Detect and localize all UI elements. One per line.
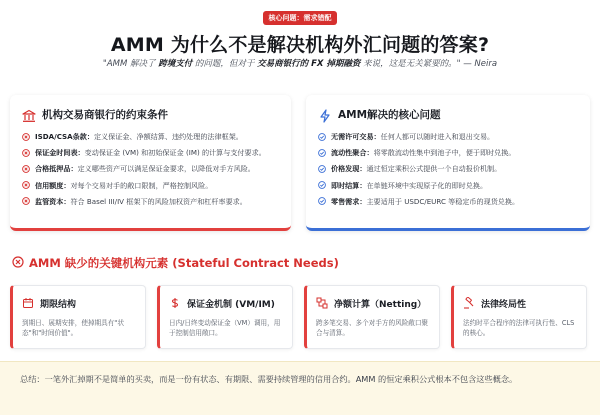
item-text: 任何人都可以随时进入和退出交易。 xyxy=(380,132,495,141)
item-key: 流动性聚合： xyxy=(331,148,374,158)
calendar-icon xyxy=(22,294,34,313)
x-circle-icon xyxy=(22,197,30,205)
list-item xyxy=(22,181,281,190)
card-description: 法约时平合程序的法律可执行性、CLS的核心。 xyxy=(463,319,575,337)
quote-part-2: 的问题，但对于 xyxy=(192,59,258,69)
topic-badge: 核心问题：需求错配 xyxy=(263,11,337,25)
check-circle-icon xyxy=(318,149,326,157)
legal-finality-card xyxy=(451,285,587,349)
item-text: 定义哪些资产可以满足保证金要求，以降低对手方风险。 xyxy=(77,164,255,174)
x-circle-icon xyxy=(22,149,30,157)
card-title: 法律终局性 xyxy=(481,300,527,310)
summary-banner: 总结：一笔外汇掉期不是简单的买卖，而是一份有状态、有期限、需要持续管理的信用合约。AMM 的恒定乘积公式根本不包含这些概念。 xyxy=(0,361,600,415)
item-key: 监管资本： xyxy=(35,196,71,206)
list-item xyxy=(318,181,580,190)
card-description: 到期日、展期安排，使掉期具有"状态"和"时间价值"。 xyxy=(22,319,124,337)
item-text: 通过恒定乘积公式提供一个自动报价机制。 xyxy=(366,164,502,174)
lightning-icon xyxy=(318,108,332,122)
term-structure-card xyxy=(10,285,146,349)
dealer-constraints-header xyxy=(22,107,281,122)
card-title: 保证金机制 (VM/IM) xyxy=(187,300,275,310)
check-circle-icon xyxy=(318,165,326,173)
item-text: 对每个交易对手的敞口限制，严格控制风险。 xyxy=(70,180,213,190)
x-circle-icon xyxy=(12,253,24,272)
list-item xyxy=(22,197,281,206)
item-key: 合格抵押品： xyxy=(35,164,78,174)
card-title: 期限结构 xyxy=(40,300,77,310)
check-circle-icon xyxy=(318,133,326,141)
amm-solves-list xyxy=(318,132,580,206)
netting-card xyxy=(304,285,440,349)
bank-icon xyxy=(22,108,36,122)
netting-icon xyxy=(316,294,328,313)
page-title: AMM 为什么不是解决机构外汇问题的答案? xyxy=(110,34,490,56)
check-circle-icon xyxy=(318,181,326,189)
card-title: 净额计算（Netting） xyxy=(334,300,427,310)
list-item xyxy=(22,132,281,141)
margin-mechanism-card xyxy=(157,285,293,349)
list-item xyxy=(318,164,580,173)
list-item xyxy=(318,132,580,141)
card-description: 跨多笔交易、多个对手方的风险敞口聚合与清算。 xyxy=(316,319,429,337)
amm-solves-header xyxy=(318,107,580,122)
amm-solves-title: AMM解决的核心问题 xyxy=(338,109,441,121)
list-item xyxy=(318,197,580,206)
x-circle-icon xyxy=(22,181,30,189)
dealer-constraints-card xyxy=(10,95,291,231)
item-text: 变动保证金 (VM) 和初始保证金 (IM) 的计算与支付要求。 xyxy=(84,148,266,158)
gavel-icon xyxy=(463,294,475,313)
list-item xyxy=(318,148,580,157)
dealer-constraints-title: 机构交易商银行的约束条件 xyxy=(42,109,168,121)
item-key: 价格发现： xyxy=(331,164,367,174)
list-item xyxy=(22,164,281,173)
card-description: 日内/日终变动保证金（VM）调用，用于控制信用敞口。 xyxy=(169,319,281,337)
item-text: 在单链环境中实现原子化的即时兑换。 xyxy=(366,180,488,190)
quote-part-3: 来说，这是无关紧要的。" — Neira xyxy=(360,59,498,69)
x-circle-icon xyxy=(22,165,30,173)
item-text: 定义保证金、净额结算、违约处理的法律框架。 xyxy=(93,132,243,141)
item-key: 保证金时间表： xyxy=(35,148,85,158)
item-text: 主要适用于 USDC/EURC 等稳定币的现货兑换。 xyxy=(366,196,520,206)
x-circle-icon xyxy=(22,133,30,141)
list-item xyxy=(22,148,281,157)
amm-solves-card xyxy=(306,95,590,231)
item-text: 将零散流动性集中到池子中，便于即时兑换。 xyxy=(373,148,516,158)
missing-elements-heading xyxy=(12,253,339,272)
missing-elements-title: AMM 缺少的关键机构元素 (Stateful Contract Needs) xyxy=(29,255,339,270)
dealer-constraints-list xyxy=(22,132,281,206)
item-key: 即时结算： xyxy=(331,180,367,190)
check-circle-icon xyxy=(318,197,326,205)
item-key: ISDA/CSA条款： xyxy=(35,132,94,141)
item-text: 符合 Basel III/IV 框架下的风险加权资产和杠杆率要求。 xyxy=(70,196,247,206)
item-key: 零售需求： xyxy=(331,196,367,206)
quote-part-1: "AMM 解决了 xyxy=(102,59,159,69)
quote-bold-1: 跨境支付 xyxy=(158,59,193,69)
quote-bold-2: 交易商银行的 FX 掉期融资 xyxy=(257,59,361,69)
dollar-icon xyxy=(169,294,181,313)
quote xyxy=(0,57,600,69)
item-key: 信用额度： xyxy=(35,180,71,190)
item-key: 无需许可交易： xyxy=(331,132,381,141)
